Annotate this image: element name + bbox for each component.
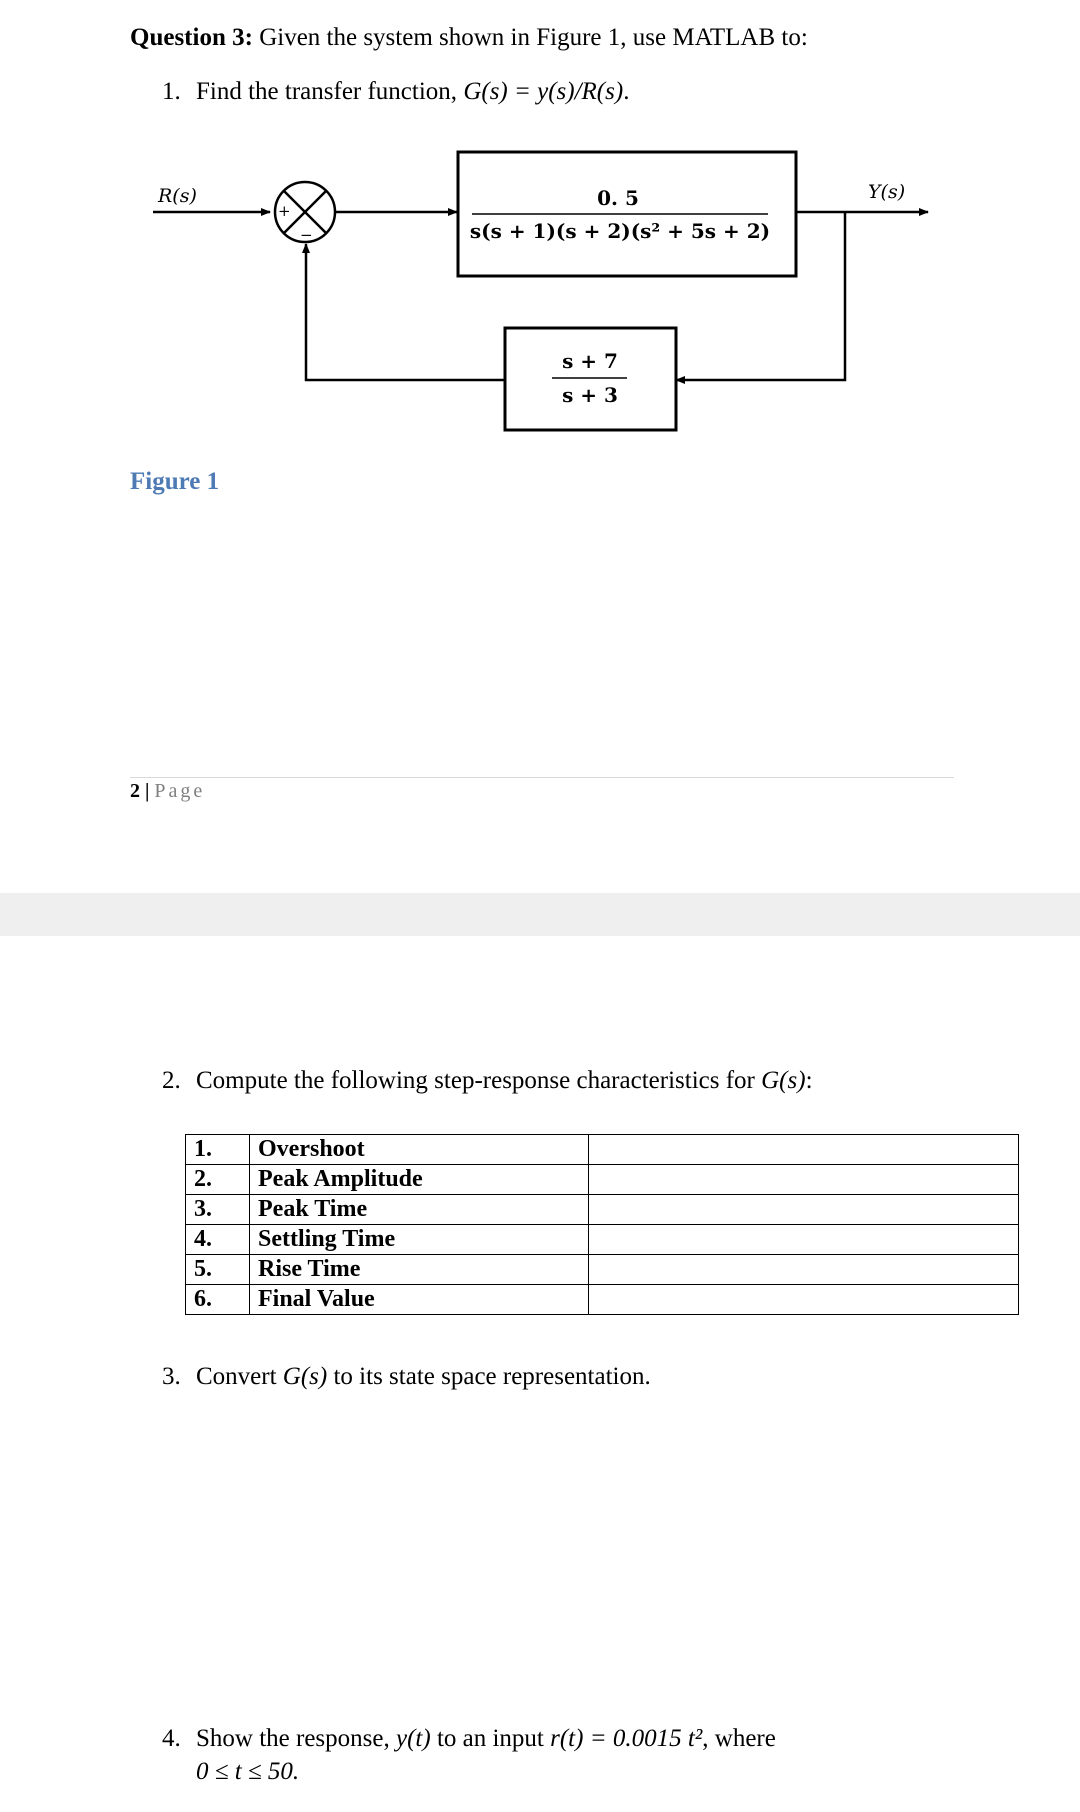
item-math: G(s): [282, 1363, 328, 1390]
page-footer: [130, 780, 205, 803]
item-math: y(t): [395, 1725, 431, 1752]
row-label: Overshoot: [250, 1135, 589, 1165]
row-value[interactable]: [589, 1255, 1019, 1285]
table-row: [186, 1225, 1019, 1255]
row-label: Rise Time: [250, 1255, 589, 1285]
feedback-block: [505, 328, 676, 430]
item-math: G(s) = y(s)/R(s): [463, 78, 624, 105]
row-number: 2.: [186, 1165, 250, 1195]
item-text: Show the response,: [196, 1725, 396, 1752]
item-number: 2.: [162, 1067, 181, 1094]
row-value[interactable]: [589, 1225, 1019, 1255]
row-value[interactable]: [589, 1165, 1019, 1195]
item-math: G(s): [761, 1067, 806, 1094]
question-intro: Given the system shown in Figure 1, use MATLAB to:: [259, 24, 808, 51]
item-4-range: 0 ≤ t ≤ 50.: [196, 1758, 300, 1785]
row-number: 1.: [186, 1135, 250, 1165]
row-value[interactable]: [589, 1195, 1019, 1225]
item-3: [162, 1363, 651, 1391]
feedback-denominator: s + 3: [562, 383, 618, 407]
table-row: [186, 1165, 1019, 1195]
row-number: 5.: [186, 1255, 250, 1285]
row-label: Peak Time: [250, 1195, 589, 1225]
item-tail: :: [805, 1067, 813, 1094]
question-title: [130, 24, 808, 52]
minus-sign: −: [300, 226, 313, 244]
table-row: [186, 1285, 1019, 1315]
table-row: [186, 1195, 1019, 1225]
item-tail: to its state space representation.: [327, 1363, 651, 1390]
item-text: Convert: [196, 1363, 283, 1390]
row-label: Settling Time: [250, 1225, 589, 1255]
row-value[interactable]: [589, 1285, 1019, 1315]
figure-caption: Figure 1: [130, 468, 220, 495]
forward-denominator: s(s + 1)(s + 2)(s² + 5s + 2): [469, 219, 771, 243]
characteristics-table: [185, 1134, 1019, 1315]
item-number: 1.: [162, 78, 181, 105]
item-1: [162, 78, 629, 106]
feedback-numerator: s + 7: [562, 349, 618, 373]
item-math-2: r(t) = 0.0015 t²: [550, 1725, 703, 1752]
row-number: 6.: [186, 1285, 250, 1315]
item-text: Compute the following step-response characteristics for: [196, 1067, 762, 1094]
forward-numerator: 0. 5: [597, 186, 639, 210]
output-label: Y(s): [868, 181, 906, 203]
item-text: Find the transfer function,: [196, 78, 464, 105]
footer-page-word: Page: [154, 780, 206, 802]
row-number: 4.: [186, 1225, 250, 1255]
item-2: [162, 1067, 813, 1095]
row-value[interactable]: [589, 1135, 1019, 1165]
item-mid: to an input: [430, 1725, 551, 1752]
row-number: 3.: [186, 1195, 250, 1225]
plus-sign: +: [278, 202, 291, 220]
item-number: 4.: [162, 1725, 181, 1752]
footer-page-number: 2: [130, 780, 140, 802]
question-label: Question 3:: [130, 24, 253, 51]
item-4: [162, 1725, 776, 1753]
item-tail: .: [623, 78, 630, 105]
page-break: [0, 893, 1080, 936]
item-tail: , where: [702, 1725, 776, 1752]
footer-separator: |: [145, 780, 150, 802]
table-row: [186, 1135, 1019, 1165]
item-number: 3.: [162, 1363, 181, 1390]
row-label: Final Value: [250, 1285, 589, 1315]
table-row: [186, 1255, 1019, 1285]
footer-divider: [130, 777, 954, 778]
block-diagram: [140, 140, 940, 450]
input-label: R(s): [158, 185, 197, 207]
row-label: Peak Amplitude: [250, 1165, 589, 1195]
